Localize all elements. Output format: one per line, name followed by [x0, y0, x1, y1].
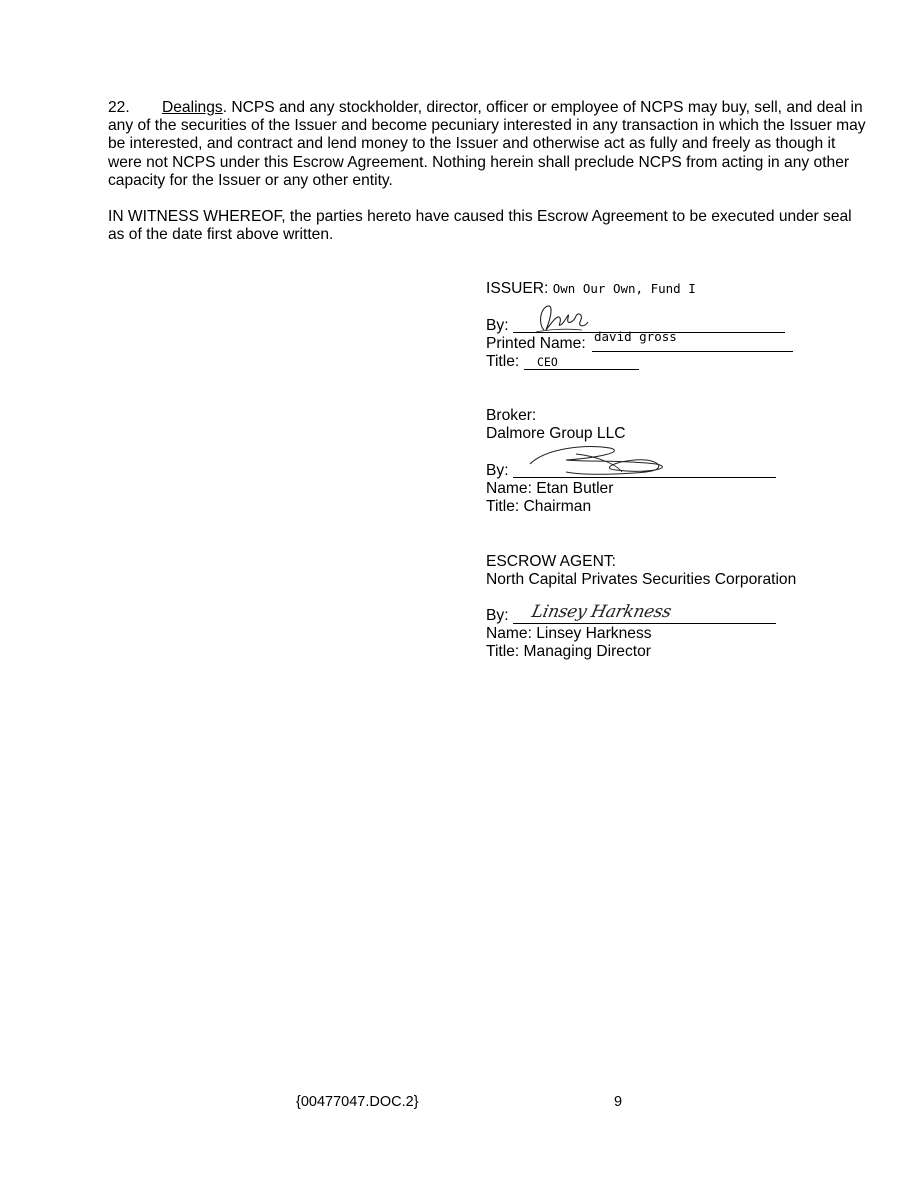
broker-by-label: By: — [486, 462, 509, 479]
issuer-signature-image — [530, 300, 594, 340]
issuer-label-line — [486, 280, 696, 298]
footer-doc-id: {00477047.DOC.2} — [296, 1094, 419, 1110]
escrow-agent-label: ESCROW AGENT: — [486, 553, 616, 570]
issuer-label: ISSUER: — [486, 280, 549, 297]
section-number: 22. — [108, 99, 130, 116]
escrow-agent-name: Name: Linsey Harkness — [486, 625, 652, 642]
issuer-printed-name: david gross — [594, 329, 677, 344]
escrow-agent-title: Title: Managing Director — [486, 643, 651, 660]
issuer-title-label: Title: — [486, 353, 520, 370]
issuer-title-line — [524, 369, 639, 370]
issuer-name: Own Our Own, Fund I — [552, 281, 696, 296]
section-22-paragraph — [108, 99, 868, 190]
escrow-agent-company: North Capital Privates Securities Corporation — [486, 571, 797, 588]
issuer-printed-name-line — [592, 351, 793, 352]
issuer-printed-name-label: Printed Name: — [486, 335, 586, 352]
witness-paragraph: IN WITNESS WHEREOF, the parties hereto have caused this Escrow Agreement to be executed under seal as of the date first above written. — [108, 208, 852, 244]
issuer-by-label: By: — [486, 317, 509, 334]
escrow-agent-signature-line — [513, 623, 776, 624]
issuer-title: CEO — [537, 355, 558, 369]
broker-signature-image — [526, 440, 676, 480]
escrow-agent-signature: Linsey Harkness — [529, 602, 673, 622]
section-heading: Dealings — [162, 99, 223, 116]
escrow-agent-by-label: By: — [486, 607, 509, 624]
broker-label: Broker: — [486, 407, 537, 424]
broker-name: Name: Etan Butler — [486, 480, 614, 497]
footer-page-number: 9 — [614, 1094, 623, 1110]
broker-title: Title: Chairman — [486, 498, 592, 515]
broker-company: Dalmore Group LLC — [486, 425, 626, 442]
section-body: . NCPS and any stockholder, director, officer or employee of NCPS may buy, sell, and deal in any of the securities of the Issuer and become pecuniary interested in any transaction in which the Issuer may be interested, and contract and lend money to the Issuer and otherwise act as fully and freely as though it were not NCPS under this Escrow Agreement. Nothing herein shall preclude NCPS from acting in any other capacity for the Issuer or any other entity. — [108, 99, 866, 189]
